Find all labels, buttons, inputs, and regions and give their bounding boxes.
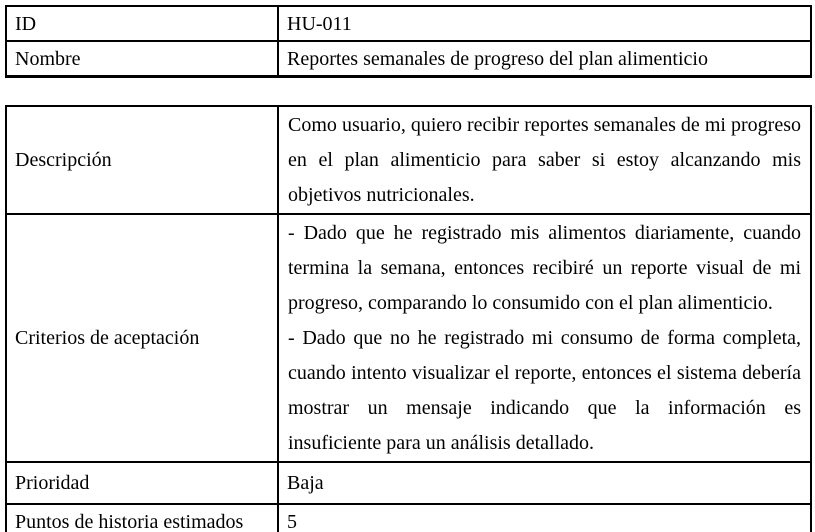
nombre-label: Nombre (6, 41, 278, 77)
puntos-value: 5 (278, 504, 811, 532)
user-story-document (0, 5, 815, 532)
id-label: ID (6, 6, 278, 41)
table-row-prioridad (6, 462, 811, 504)
prioridad-label: Prioridad (6, 462, 278, 504)
story-header-table (5, 5, 812, 78)
table-row-id (6, 6, 811, 41)
puntos-label: Puntos de historia estimados (6, 504, 278, 532)
criterios-label: Criterios de aceptación (6, 214, 278, 462)
id-value: HU-011 (278, 6, 811, 41)
descripcion-paragraph: Como usuario, quiero recibir reportes semanales de mi progreso en el plan alimenticio para saber si estoy alcanzando mis objetivos nutricionales. (288, 114, 801, 206)
table-row-puntos (6, 504, 811, 532)
table-row-descripcion (6, 106, 811, 214)
criterio-item-1: - Dado que he registrado mis alimentos diariamente, cuando termina la semana, entonces recibiré un reporte visual de mi progreso, comparando lo consumido con el plan alimenticio. (288, 222, 801, 314)
story-details-table (5, 105, 812, 532)
nombre-value: Reportes semanales de progreso del plan alimenticio (278, 41, 811, 77)
descripcion-label: Descripción (6, 106, 278, 214)
prioridad-value: Baja (278, 462, 811, 504)
table-row-criterios (6, 214, 811, 462)
table-row-nombre (6, 41, 811, 77)
descripcion-value (278, 106, 811, 214)
criterio-item-2: - Dado que no he registrado mi consumo de forma completa, cuando intento visualizar el reporte, entonces el sistema debería mostrar un mensaje indicando que la información es insuficiente para un análisis detallado. (288, 327, 801, 454)
criterios-value (278, 214, 811, 462)
